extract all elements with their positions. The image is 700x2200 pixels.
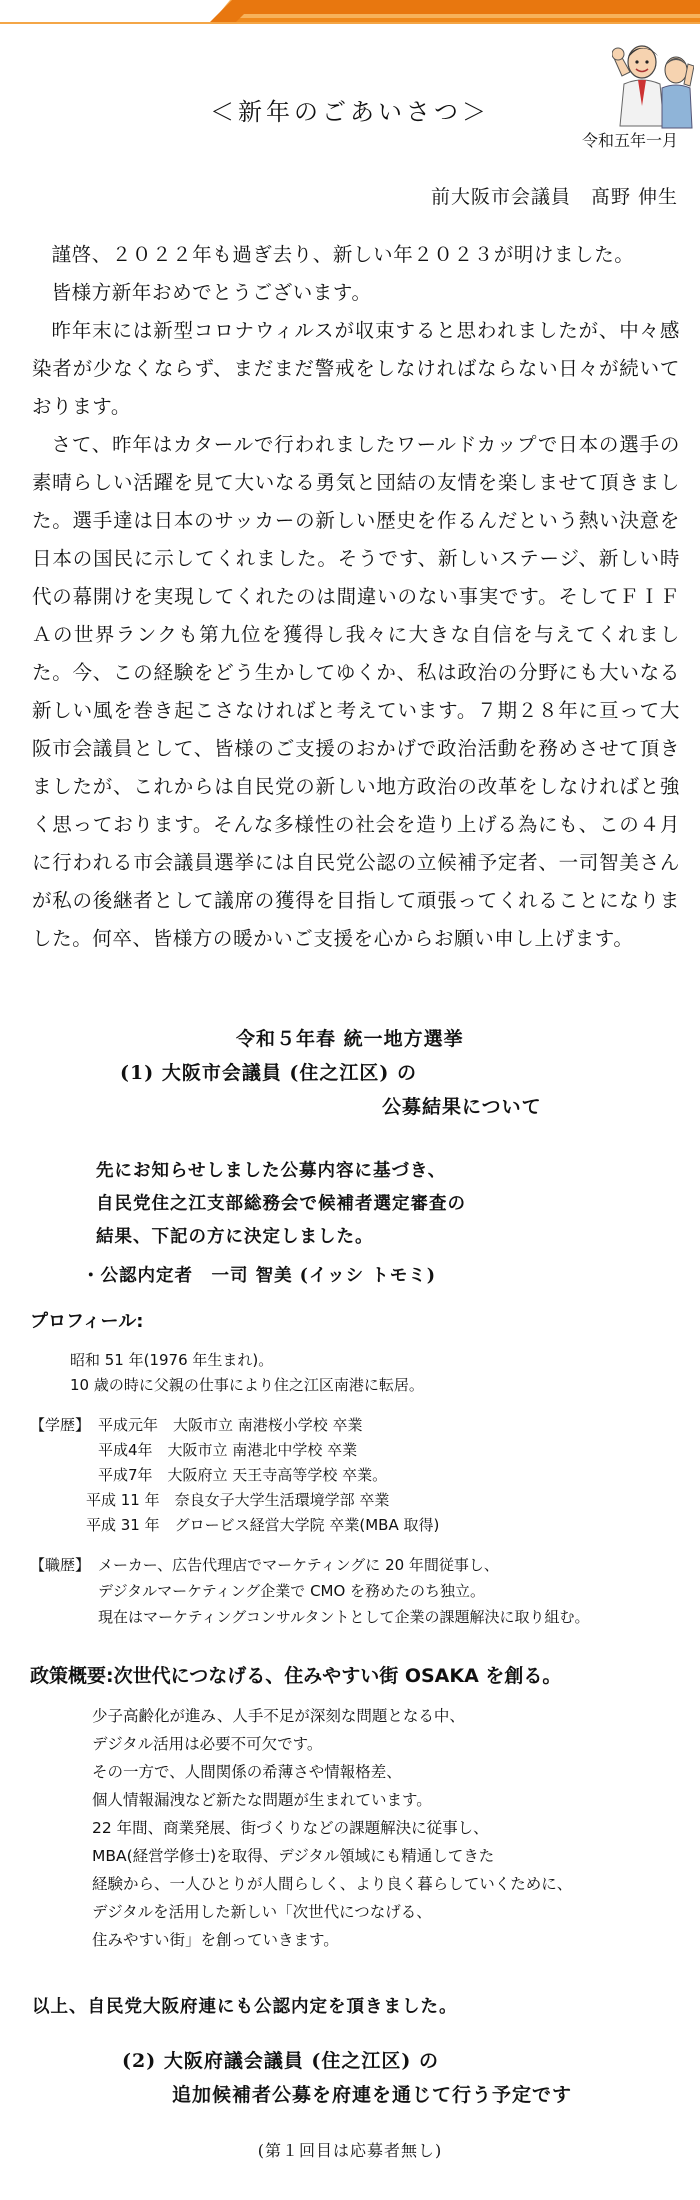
policy-line: 少子高齢化が進み、人手不足が深刻な問題となる中、 xyxy=(92,1707,465,1725)
section-2-title: (2) 大阪府議会議員 (住之江区) の xyxy=(122,2050,440,2072)
section-2-subtitle: 追加候補者公募を府連を通じて行う予定です xyxy=(172,2084,573,2106)
career-item: メーカー、広告代理店でマーケティングに 20 年間従事し、 xyxy=(98,1556,499,1574)
profile-birth: 昭和 51 年(1976 年生まれ)。 xyxy=(70,1351,274,1369)
selection-notice xyxy=(96,1155,676,1254)
notice-line: 結果、下記の方に決定しました。 xyxy=(96,1227,374,1247)
policy-heading: 政策概要:次世代につなげる、住みやすい街 OSAKA を創る。 xyxy=(30,1665,562,1687)
education-item: 平成 31 年 グロービス経営大学院 卒業(MBA 取得) xyxy=(86,1516,440,1534)
policy-text xyxy=(92,1702,572,1954)
greeting-paragraph: 皆様方新年おめでとうございます。 xyxy=(51,281,372,304)
election-heading: 令和５年春 統一地方選挙 xyxy=(236,1028,464,1050)
greeting-body xyxy=(32,236,680,958)
education-item: 平成元年 大阪市立 南港桜小学校 卒業 xyxy=(98,1416,363,1434)
nominee-line: ・公認内定者 一司 智美 (イッシ トモミ) xyxy=(82,1266,436,1286)
profile-moved: 10 歳の時に父親の仕事により住之江区南港に転居。 xyxy=(70,1376,424,1394)
notice-line: 自民党住之江支部総務会で候補者選定審査の xyxy=(96,1194,466,1214)
career-label: 【職歴】 xyxy=(30,1556,91,1574)
section-1-subtitle: 公募結果について xyxy=(382,1096,542,1118)
education-label: 【学歴】 xyxy=(30,1416,91,1434)
greeting-title: ＜新年のごあいさつ＞ xyxy=(210,98,490,126)
closing-statement: 以上、自民党大阪府連にも公認内定を頂きました。 xyxy=(32,1997,458,2017)
education-item: 平成 11 年 奈良女子大学生活環境学部 卒業 xyxy=(86,1491,390,1509)
career-item: デジタルマーケティング企業で CMO を務めたのち独立。 xyxy=(98,1582,486,1600)
profile-label: プロフィール: xyxy=(30,1311,144,1332)
policy-line: MBA(経営学修士)を取得、デジタル領域にも精通してきた xyxy=(92,1847,495,1865)
greeting-date: 令和五年一月 xyxy=(581,131,678,150)
header-bar xyxy=(0,0,700,34)
policy-line: 個人情報漏洩など新たな問題が生まれています。 xyxy=(92,1791,432,1809)
policy-line: 経験から、一人ひとりが人間らしく、より良く暮らしていくために、 xyxy=(92,1875,573,1893)
career-item: 現在はマーケティングコンサルタントとして企業の課題解決に取り組む。 xyxy=(98,1608,590,1626)
policy-line: 住みやすい街」を創っていきます。 xyxy=(92,1931,339,1949)
first-round-note: (第１回目は応募者無し) xyxy=(257,2141,443,2160)
greeting-author: 前大阪市会議員 髙野 伸生 xyxy=(430,186,678,208)
section-1-title: (1) 大阪市会議員 (住之江区) の xyxy=(120,1062,418,1084)
education-item: 平成7年 大阪府立 天王寺高等学校 卒業。 xyxy=(98,1466,388,1484)
policy-line: その一方で、人間関係の希薄さや情報格差、 xyxy=(92,1763,402,1781)
policy-line: デジタル活用は必要不可欠です。 xyxy=(92,1735,323,1753)
greeting-paragraph: さて、昨年はカタールで行われましたワールドカップで日本の選手の素晴らしい活躍を見て大いなる勇気と団結の友情を楽しませて頂きました。選手達は日本のサッカーの新しい歴史を作るんだという熱い決意を日本の国民に示してくれました。そうです、新しいステージ、新しい時代の幕開けを実現してくれたのは間違いのない事実です。そしてＦＩＦＡの世界ランクも第九位を獲得し我々に大きな自信を与えてくれました。今、この経験をどう生かしてゆくか、私は政治の分野にも大いなる新しい風を巻き起こさなければと考えています。７期２８年に亘って大阪市会議員として、皆様のご支援のおかげで政治活動を務めさせて頂きましたが、これからは自民党の新しい地方政治の改革をしなければと強く思っております。そんな多様性の社会を造り上げる為にも、この４月に行われる市会議員選挙には自民党公認の立候補予定者、一司智美さんが私の後継者として議席の獲得を目指して頑張ってくれることになりました。何卒、皆様方の暖かいご支援を心からお願い申し上げます。 xyxy=(32,433,680,950)
policy-line: デジタルを活用した新しい「次世代につなげる、 xyxy=(92,1903,432,1921)
education-item: 平成4年 大阪市立 南港北中学校 卒業 xyxy=(98,1441,358,1459)
greeting-paragraph: 昨年末には新型コロナウィルスが収束すると思われましたが、中々感染者が少なくならず、まだまだ警戒をしなければならない日々が続いております。 xyxy=(32,319,680,418)
policy-line: 22 年間、商業発展、街づくりなどの課題解決に従事し、 xyxy=(92,1819,489,1837)
greeting-paragraph: 謹啓、２０２２年も過ぎ去り、新しい年２０２３が明けました。 xyxy=(51,243,635,266)
notice-line: 先にお知らせしました公募内容に基づき、 xyxy=(96,1161,447,1181)
